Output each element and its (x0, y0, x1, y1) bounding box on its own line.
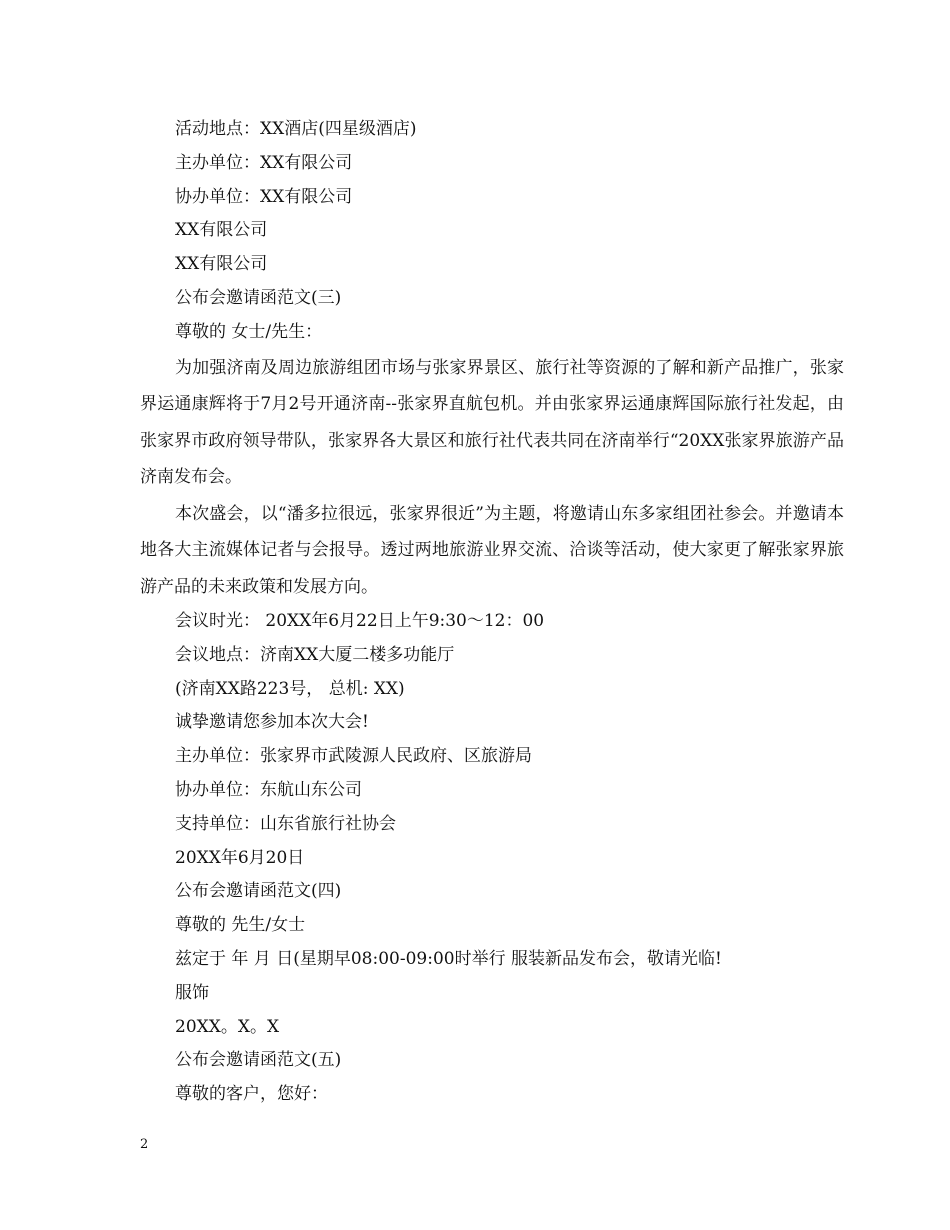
section-heading: 公布会邀请函范文(三) (175, 287, 342, 308)
text-line: 会议时光： 20XX年6月22日上午9:30～12：00 (175, 611, 545, 632)
text-line: 会议地点：济南XX大厦二楼多功能厅 (175, 644, 455, 665)
salutation: 尊敬的 先生/女士 (175, 915, 306, 936)
section-heading: 公布会邀请函范文(五) (175, 1050, 342, 1071)
text-line: 兹定于 年 月 日(星期早08:00-09:00时举行 服装新品发布会，敬请光临! (175, 949, 722, 970)
text-line: 服饰 (175, 982, 209, 1003)
salutation: 尊敬的 女士/先生： (175, 321, 323, 342)
date-line: 20XX年6月20日 (175, 847, 305, 868)
text-line: XX有限公司 (175, 254, 268, 275)
page-number: 2 (140, 1137, 149, 1152)
text-line: 协办单位：XX有限公司 (175, 186, 353, 207)
text-line: 协办单位：东航山东公司 (175, 780, 362, 801)
text-line: 活动地点：XX酒店(四星级酒店) (175, 119, 417, 139)
date-line: 20XX。X。X (175, 1016, 280, 1037)
text-line: XX有限公司 (175, 220, 268, 241)
text-line: 诚挚邀请您参加本次大会! (175, 712, 369, 733)
text-line: (济南XX路223号， 总机: XX) (175, 678, 405, 699)
body-paragraph: 本次盛会，以“潘多拉很远，张家界很近”为主题，将邀请山东多家组团社参会。并邀请本地各大主流媒体记者与会报导。透过两地旅游业界交流、洽谈等活动，使大家更了解张家界旅游产品的未来政策和发展方向。 (140, 503, 844, 597)
section-heading: 公布会邀请函范文(四) (175, 881, 342, 902)
document-body (140, 113, 844, 1112)
body-paragraph: 为加强济南及周边旅游组团市场与张家界景区、旅行社等资源的了解和新产品推广，张家界运通康辉将于7月2号开通济南--张家界直航包机。并由张家界运通康辉国际旅行社发起，由张家界市政府领导带队，张家界各大景区和旅行社代表共同在济南举行“20XX张家界旅游产品济南发布会。 (140, 357, 844, 488)
text-line: 主办单位：张家界市武陵源人民政府、区旅游局 (175, 746, 532, 767)
text-line: 主办单位：XX有限公司 (175, 152, 353, 173)
salutation: 尊敬的客户，您好： (175, 1084, 328, 1105)
text-line: 支持单位：山东省旅行社协会 (175, 813, 396, 834)
